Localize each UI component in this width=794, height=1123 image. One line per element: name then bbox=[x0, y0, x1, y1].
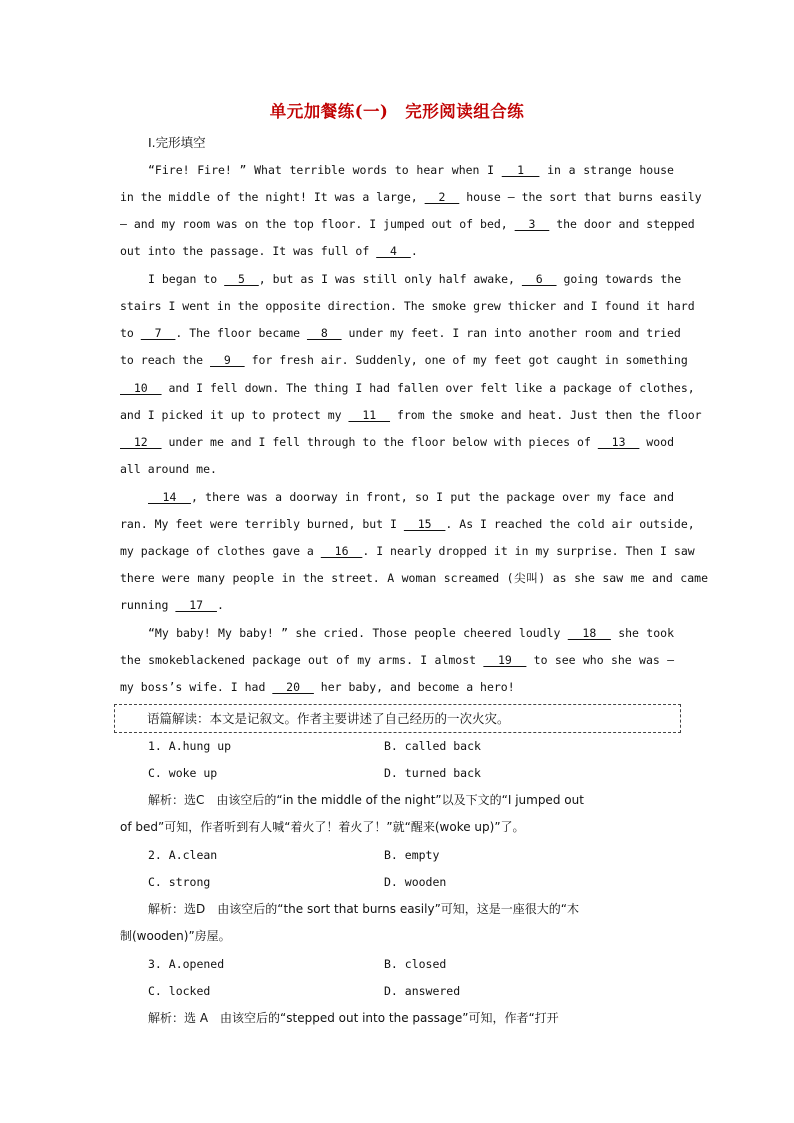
passage-text: going towards the bbox=[556, 272, 682, 286]
passage-text: to see who she was — bbox=[526, 653, 675, 667]
blank-number: 14 bbox=[148, 490, 191, 504]
passage-line bbox=[120, 679, 515, 695]
passage-text: she took bbox=[610, 626, 674, 640]
passage-text: and I picked it up to protect my bbox=[120, 408, 349, 422]
passage-line bbox=[120, 352, 688, 368]
section-heading: Ⅰ.完形填空 bbox=[148, 135, 206, 150]
passage-text: stairs I went in the opposite direction. The smoke grew thicker and I found it hard bbox=[120, 299, 695, 313]
blank-number: 17 bbox=[175, 598, 217, 612]
option-b: B. closed bbox=[384, 957, 447, 971]
passage-text: running bbox=[120, 598, 176, 612]
passage-line bbox=[120, 543, 695, 559]
passage-text: there were many people in the street. A woman screamed (尖叫) as she saw me and came bbox=[120, 571, 708, 585]
passage-text: under my feet. I ran into another room and tried bbox=[341, 326, 681, 340]
passage-text: . As I reached the cold air outside, bbox=[445, 517, 695, 531]
option-a: 1. A.hung up bbox=[148, 739, 232, 753]
blank-number: 19 bbox=[483, 653, 527, 667]
passage-text: my boss’s wife. I had bbox=[120, 680, 273, 694]
analysis-line: 解析：选D 由该空后的“the sort that burns easily”可知，这是一座很大的“木 bbox=[148, 902, 580, 916]
passage-text: ran. My feet were terribly burned, but I bbox=[120, 517, 404, 531]
passage-text: out into the passage. It was full of bbox=[120, 244, 377, 258]
passage-line bbox=[120, 325, 681, 341]
passage-text: . I nearly dropped it in my surprise. Then I saw bbox=[362, 544, 695, 558]
analysis-line: 解析：选C 由该空后的“in the middle of the night”以及下文的“I jumped out bbox=[148, 793, 584, 807]
analysis-line: 解析：选 A 由该空后的“stepped out into the passage”可知，作者“打开 bbox=[148, 1011, 559, 1025]
passage-text: the smokeblackened package out of my arms. I almost bbox=[120, 653, 484, 667]
passage-text: . The floor became bbox=[175, 326, 307, 340]
passage-text: for fresh air. Suddenly, one of my feet got caught in something bbox=[244, 353, 688, 367]
passage-text: in a strange house bbox=[539, 163, 674, 177]
passage-text: I began to bbox=[148, 272, 225, 286]
passage-text: my package of clothes gave a bbox=[120, 544, 321, 558]
passage-text: , but as I was still only half awake, bbox=[258, 272, 522, 286]
passage-text: “Fire! Fire! ” What terrible words to hear when I bbox=[148, 163, 502, 177]
option-c: C. woke up bbox=[148, 766, 218, 780]
option-c: C. locked bbox=[148, 984, 211, 998]
passage-line bbox=[120, 516, 695, 532]
passage-text: from the smoke and heat. Just then the floor bbox=[390, 408, 702, 422]
passage-line bbox=[120, 597, 224, 613]
passage-text: the door and stepped bbox=[549, 217, 695, 231]
blank-number: 11 bbox=[348, 408, 391, 422]
passage-text: all around me. bbox=[120, 462, 217, 476]
blank-number: 9 bbox=[210, 353, 245, 367]
blank-number: 2 bbox=[424, 190, 460, 204]
passage-text: to reach the bbox=[120, 353, 211, 367]
passage-line bbox=[148, 625, 674, 641]
option-d: D. answered bbox=[384, 984, 461, 998]
blank-number: 3 bbox=[514, 217, 550, 231]
passage-text: . bbox=[216, 598, 224, 612]
option-d: D. turned back bbox=[384, 766, 481, 780]
blank-number: 6 bbox=[521, 272, 557, 286]
page-title: 单元加餐练(一) 完形阅读组合练 bbox=[269, 102, 525, 121]
option-b: B. called back bbox=[384, 739, 481, 753]
option-c: C. strong bbox=[148, 875, 211, 889]
passage-line bbox=[120, 570, 708, 586]
passage-text: . bbox=[410, 244, 418, 258]
analysis-line: 制(wooden)”房屋。 bbox=[120, 929, 231, 943]
blank-number: 4 bbox=[376, 244, 411, 258]
passage-text: and I fell down. The thing I had fallen over felt like a package of clothes, bbox=[161, 381, 695, 395]
blank-number: 12 bbox=[120, 435, 162, 449]
passage-line bbox=[120, 461, 217, 477]
passage-line bbox=[120, 243, 418, 259]
analysis-line: of bed”可知，作者听到有人喊“着火了！着火了！”就“醒来(woke up)”了。 bbox=[120, 820, 525, 834]
passage-text: — and my room was on the top floor. I jumped out of bed, bbox=[120, 217, 515, 231]
passage-line bbox=[120, 216, 695, 232]
passage-text: under me and I fell through to the floor below with pieces of bbox=[161, 435, 598, 449]
passage-line bbox=[148, 271, 682, 287]
option-d: D. wooden bbox=[384, 875, 447, 889]
passage-text: , there was a doorway in front, so I put the package over my face and bbox=[190, 490, 675, 504]
blank-number: 13 bbox=[597, 435, 640, 449]
option-b: B. empty bbox=[384, 848, 440, 862]
passage-line bbox=[120, 189, 702, 205]
option-a: 3. A.opened bbox=[148, 957, 225, 971]
blank-number: 10 bbox=[120, 381, 162, 395]
passage-text: “My baby! My baby! ” she cried. Those people cheered loudly bbox=[148, 626, 568, 640]
blank-number: 20 bbox=[272, 680, 314, 694]
passage-line bbox=[120, 380, 695, 396]
passage-line bbox=[120, 652, 674, 668]
summary-text: 语篇解读：本文是记叙文。作者主要讲述了自己经历的一次火灾。 bbox=[147, 711, 510, 726]
blank-number: 5 bbox=[224, 272, 259, 286]
blank-number: 8 bbox=[306, 326, 342, 340]
option-a: 2. A.clean bbox=[148, 848, 218, 862]
blank-number: 1 bbox=[501, 163, 540, 177]
passage-line bbox=[148, 162, 674, 178]
passage-text: wood bbox=[639, 435, 674, 449]
passage-text: her baby, and become a hero! bbox=[313, 680, 515, 694]
passage-text: house — the sort that burns easily bbox=[459, 190, 702, 204]
blank-number: 18 bbox=[567, 626, 611, 640]
passage-line bbox=[120, 298, 695, 314]
blank-number: 7 bbox=[140, 326, 176, 340]
passage-line bbox=[120, 434, 674, 450]
blank-number: 16 bbox=[320, 544, 363, 558]
passage-text: to bbox=[120, 326, 141, 340]
blank-number: 15 bbox=[403, 517, 446, 531]
passage-line bbox=[120, 407, 702, 423]
passage-line bbox=[148, 489, 674, 505]
passage-text: in the middle of the night! It was a large, bbox=[120, 190, 425, 204]
